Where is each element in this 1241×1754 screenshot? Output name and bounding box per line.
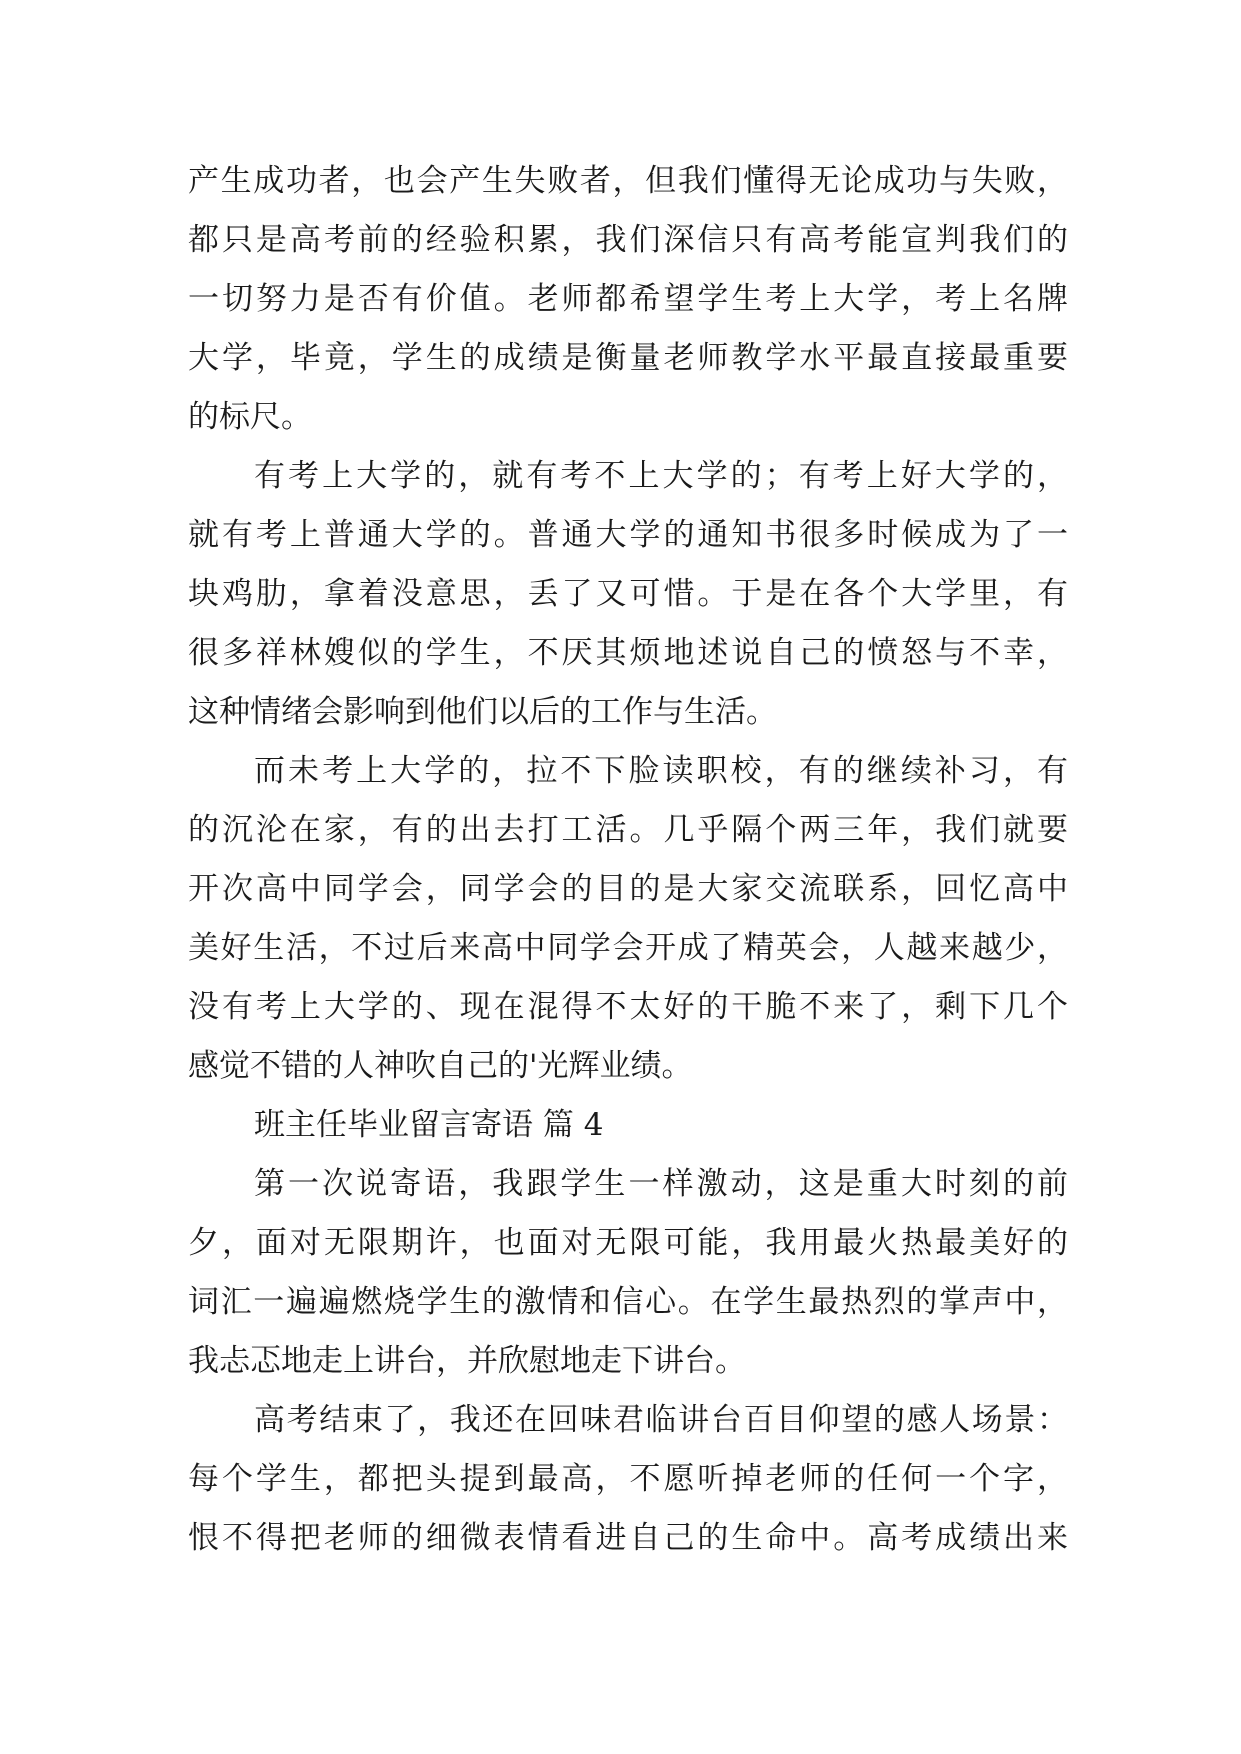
- text-line: 没有考上大学的、现在混得不太好的干脆不来了，剩下几个: [188, 989, 1068, 1025]
- text-line: 这种情绪会影响到他们以后的工作与生活。: [188, 694, 777, 730]
- text-line: 我忐忑地走上讲台，并欣慰地走下讲台。: [188, 1343, 746, 1379]
- section-heading: [188, 1096, 1068, 1155]
- text-line: 的沉沦在家，有的出去打工活。几乎隔个两三年，我们就要: [188, 812, 1068, 848]
- text-line: 词汇一遍遍燃烧学生的激情和信心。在学生最热烈的掌声中，: [188, 1284, 1068, 1320]
- paragraph-5: [188, 1391, 1068, 1568]
- text-line: 都只是高考前的经验积累，我们深信只有高考能宣判我们的: [188, 222, 1068, 258]
- paragraph-4: [188, 1155, 1068, 1391]
- text-line: 感觉不错的人神吹自己的'光辉业绩。: [188, 1048, 693, 1084]
- text-line: 高考结束了，我还在回味君临讲台百目仰望的感人场景：: [254, 1402, 1068, 1438]
- text-line: 有考上大学的，就有考不上大学的；有考上好大学的，: [254, 458, 1068, 494]
- paragraph-2: [188, 447, 1068, 742]
- section-heading-text: 班主任毕业留言寄语 篇 4: [254, 1107, 604, 1143]
- paragraph-1: [188, 152, 1068, 447]
- text-line: 大学，毕竟，学生的成绩是衡量老师教学水平最直接最重要: [188, 340, 1068, 376]
- text-line: 夕，面对无限期许，也面对无限可能，我用最火热最美好的: [188, 1225, 1068, 1261]
- text-line: 而未考上大学的，拉不下脸读职校，有的继续补习，有: [254, 753, 1068, 789]
- text-line: 第一次说寄语，我跟学生一样激动，这是重大时刻的前: [254, 1166, 1068, 1202]
- text-line: 开次高中同学会，同学会的目的是大家交流联系，回忆高中: [188, 871, 1068, 907]
- text-line: 块鸡肋，拿着没意思，丢了又可惜。于是在各个大学里，有: [188, 576, 1068, 612]
- document-body: [188, 152, 1068, 1568]
- text-line: 恨不得把老师的细微表情看进自己的生命中。高考成绩出来: [188, 1520, 1068, 1556]
- text-line: 就有考上普通大学的。普通大学的通知书很多时候成为了一: [188, 517, 1068, 553]
- text-line: 的标尺。: [188, 399, 312, 435]
- text-line: 每个学生，都把头提到最高，不愿听掉老师的任何一个字，: [188, 1461, 1068, 1497]
- text-line: 很多祥林嫂似的学生，不厌其烦地述说自己的愤怒与不幸，: [188, 635, 1068, 671]
- text-line: 一切努力是否有价值。老师都希望学生考上大学，考上名牌: [188, 281, 1068, 317]
- paragraph-3: [188, 742, 1068, 1096]
- text-line: 产生成功者，也会产生失败者，但我们懂得无论成功与失败，: [188, 163, 1068, 199]
- text-line: 美好生活，不过后来高中同学会开成了精英会，人越来越少，: [188, 930, 1068, 966]
